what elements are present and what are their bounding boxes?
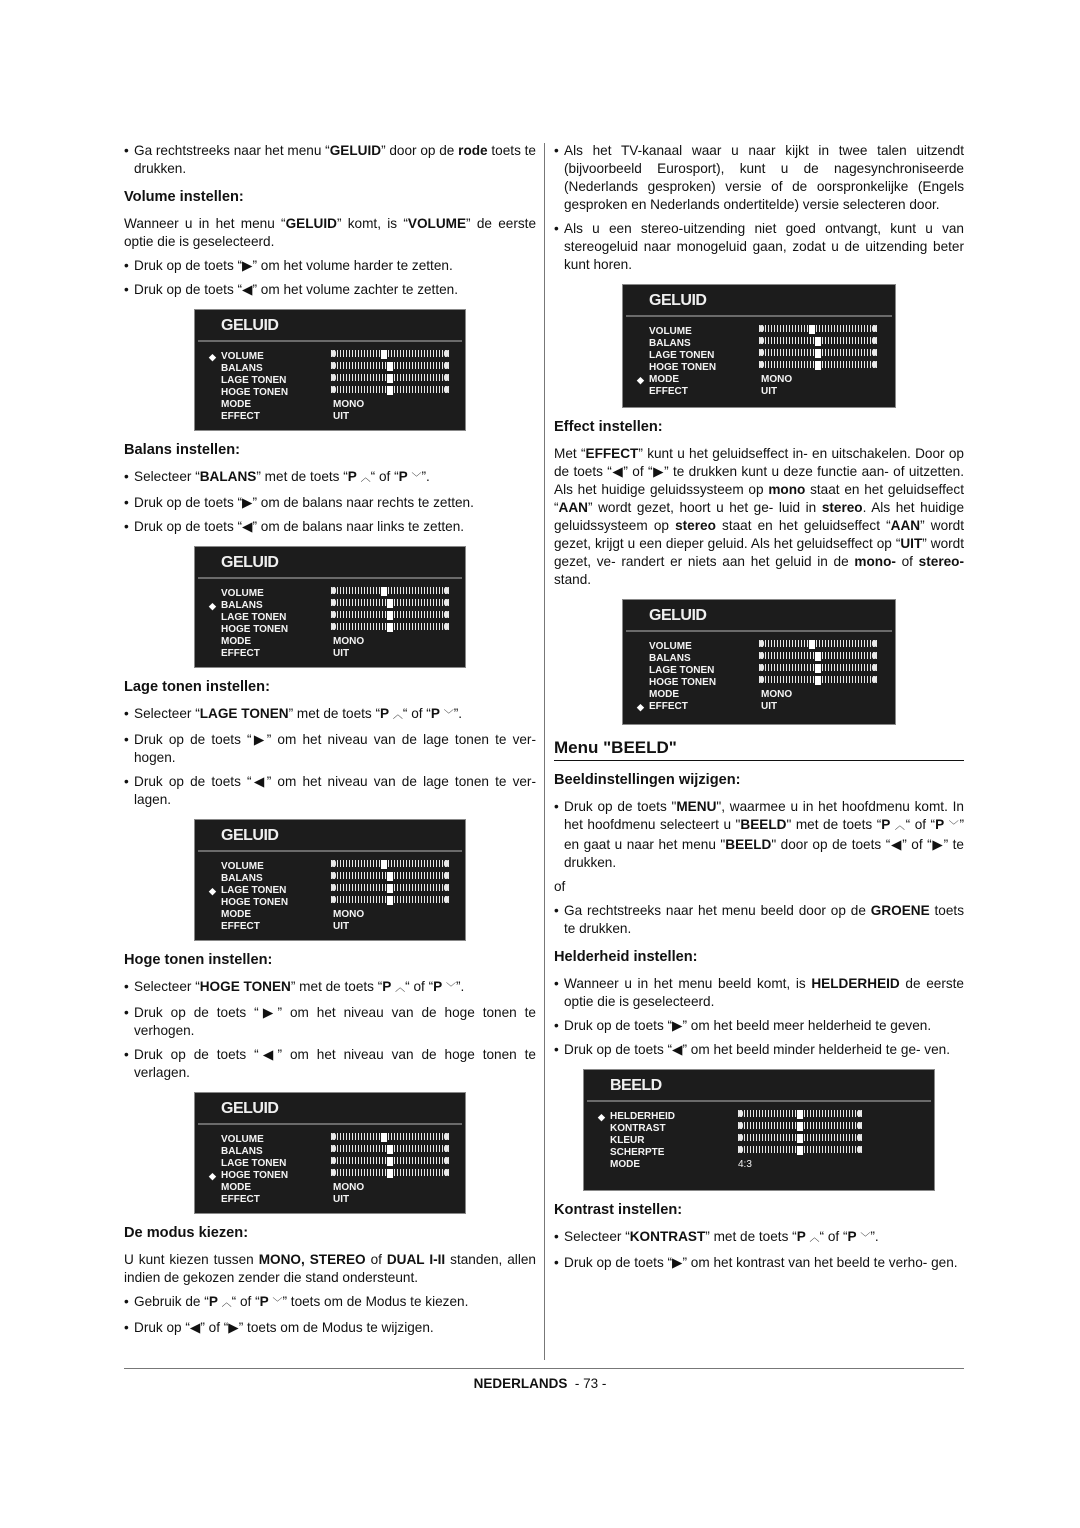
- slider-knob: [808, 639, 816, 650]
- osd-slider: [331, 623, 449, 630]
- slider-knob: [796, 1109, 804, 1120]
- osd-slider: [738, 1134, 862, 1141]
- osd-menu-label: BALANS: [221, 1146, 263, 1157]
- slider-right-arrow-icon: [444, 1169, 449, 1176]
- osd-menu-value: UIT: [761, 386, 778, 397]
- slider-left-arrow-icon: [759, 676, 764, 683]
- slider-right-arrow-icon: [444, 1145, 449, 1152]
- osd-menu-value: UIT: [333, 648, 350, 659]
- slider-knob: [386, 1156, 394, 1167]
- right-column: [554, 142, 964, 1278]
- osd-geluid-balans: [194, 546, 466, 668]
- slider-knob: [380, 586, 388, 597]
- osd-slider: [759, 337, 877, 344]
- balans-bullet-select: • Selecteer “BALANS” met de toets “P ︿“ of “P ﹀”.: [124, 468, 536, 488]
- osd-menu-label: KONTRAST: [610, 1123, 666, 1134]
- osd-slider: [759, 361, 877, 368]
- helderheid-bullet-up: • Druk op de toets “▶” om het beeld meer helderheid te geven.: [554, 1017, 964, 1035]
- osd-menu-label: LAGE TONEN: [221, 612, 287, 623]
- osd-menu-label: MODE: [649, 374, 679, 385]
- lage-bullet-select: • Selecteer “LAGE TONEN” met de toets “P ︿“ of “P ﹀”.: [124, 705, 536, 725]
- slider-knob: [814, 348, 822, 359]
- slider-knob: [814, 360, 822, 371]
- osd-slider: [759, 664, 877, 671]
- osd-slider: [331, 896, 449, 903]
- slider-knob: [814, 336, 822, 347]
- slider-knob: [380, 349, 388, 360]
- slider-left-arrow-icon: [331, 1133, 336, 1140]
- kontrast-heading: Kontrast instellen:: [554, 1202, 683, 1218]
- selection-marker-icon: ◆: [637, 702, 644, 712]
- osd-menu-label: HOGE TONEN: [221, 897, 289, 908]
- osd-menu-label: LAGE TONEN: [649, 350, 715, 361]
- slider-right-arrow-icon: [444, 362, 449, 369]
- slider-left-arrow-icon: [759, 337, 764, 344]
- slider-left-arrow-icon: [331, 362, 336, 369]
- slider-right-arrow-icon: [872, 325, 877, 332]
- osd-menu-label: VOLUME: [221, 351, 264, 362]
- slider-right-arrow-icon: [444, 623, 449, 630]
- slider-left-arrow-icon: [331, 1145, 336, 1152]
- beeld-of: of: [554, 879, 566, 894]
- osd-slider: [331, 884, 449, 891]
- slider-knob: [386, 871, 394, 882]
- osd-geluid-lage: [194, 819, 466, 941]
- osd-slider: [738, 1122, 862, 1129]
- slider-right-arrow-icon: [872, 337, 877, 344]
- osd-menu-value: UIT: [333, 921, 350, 932]
- osd-menu-label: HOGE TONEN: [221, 624, 289, 635]
- slider-left-arrow-icon: [331, 599, 336, 606]
- osd-beeld-helderheid-title: BEELD: [610, 1077, 662, 1094]
- slider-knob: [386, 622, 394, 633]
- osd-geluid-lage-title: GELUID: [221, 827, 279, 844]
- stereo-mono-bullet: • Als u een stereo-uitzending niet goed ontvangt, kunt u van stereogeluid naar monogeluid gaan, zodat u de uitzending beter kunt horen.: [554, 220, 964, 274]
- osd-menu-label: BALANS: [221, 600, 263, 611]
- slider-track: [331, 587, 449, 594]
- osd-menu-label: MODE: [649, 689, 679, 700]
- helderheid-bullet-down: • Druk op de toets “◀” om het beeld minder helderheid te ge- ven.: [554, 1041, 964, 1059]
- osd-menu-label: MODE: [221, 909, 251, 920]
- osd-menu-value: 4:3: [738, 1159, 752, 1170]
- footer-page-number: - 73 -: [574, 1376, 607, 1391]
- osd-menu-label: MODE: [221, 1182, 251, 1193]
- slider-left-arrow-icon: [331, 860, 336, 867]
- slider-knob: [796, 1121, 804, 1132]
- modus-heading: De modus kiezen:: [124, 1225, 249, 1241]
- osd-menu-label: LAGE TONEN: [649, 665, 715, 676]
- osd-slider: [331, 1133, 449, 1140]
- slider-left-arrow-icon: [759, 640, 764, 647]
- balans-heading: Balans instellen:: [124, 442, 240, 458]
- osd-slider: [331, 587, 449, 594]
- osd-menu-label: LAGE TONEN: [221, 375, 287, 386]
- osd-menu-label: HOGE TONEN: [649, 677, 717, 688]
- osd-geluid-effect-title: GELUID: [649, 607, 707, 624]
- slider-right-arrow-icon: [444, 611, 449, 618]
- slider-left-arrow-icon: [738, 1134, 743, 1141]
- slider-right-arrow-icon: [872, 676, 877, 683]
- slider-track: [331, 1133, 449, 1140]
- slider-left-arrow-icon: [759, 664, 764, 671]
- osd-slider: [331, 1169, 449, 1176]
- osd-slider: [738, 1110, 862, 1117]
- hoge-bullet-select: • Selecteer “HOGE TONEN” met de toets “P ︿“ of “P ﹀”.: [124, 978, 536, 998]
- selection-marker-icon: ◆: [209, 352, 216, 362]
- slider-left-arrow-icon: [331, 374, 336, 381]
- slider-left-arrow-icon: [331, 623, 336, 630]
- osd-slider: [759, 676, 877, 683]
- osd-menu-value: MONO: [333, 399, 365, 410]
- beeld-menu-heading: Menu "BEELD": [554, 739, 964, 761]
- osd-menu-label: MODE: [221, 636, 251, 647]
- osd-menu-label: LAGE TONEN: [221, 885, 287, 896]
- effect-heading: Effect instellen:: [554, 419, 663, 435]
- dual-language-bullet: • Als het TV-kanaal waar u naar kijkt in twee talen uitzendt (bijvoorbeeld Eurosport), kunt u de nagesynchroniseerde (Nederlands gesproken) versie of de oorspronkelijke (Engels gesproken en Nederlands ondertitelde) versie selecteren door.: [554, 142, 964, 214]
- slider-right-arrow-icon: [444, 860, 449, 867]
- osd-menu-label: VOLUME: [649, 641, 692, 652]
- hoge-bullet-down: • Druk op de toets “◀” om het niveau van de hoge tonen te verlagen.: [124, 1046, 536, 1082]
- slider-right-arrow-icon: [857, 1134, 862, 1141]
- helderheid-bullet-lead: • Wanneer u in het menu beeld komt, is HELDERHEID de eerste optie die is geselecteerd.: [554, 975, 964, 1011]
- slider-knob: [386, 373, 394, 384]
- osd-menu-label: VOLUME: [221, 588, 264, 599]
- slider-right-arrow-icon: [444, 599, 449, 606]
- osd-menu-label: VOLUME: [221, 1134, 264, 1145]
- slider-right-arrow-icon: [444, 587, 449, 594]
- beeld-bullet-green: • Ga rechtstreeks naar het menu beeld door op de GROENE toets te drukken.: [554, 902, 964, 938]
- osd-menu-label: HELDERHEID: [610, 1111, 676, 1122]
- slider-right-arrow-icon: [857, 1110, 862, 1117]
- slider-knob: [814, 663, 822, 674]
- slider-left-arrow-icon: [331, 896, 336, 903]
- slider-right-arrow-icon: [872, 349, 877, 356]
- selection-marker-icon: ◆: [209, 1171, 216, 1181]
- osd-menu-label: EFFECT: [649, 386, 688, 397]
- selection-marker-icon: ◆: [209, 601, 216, 611]
- slider-right-arrow-icon: [872, 361, 877, 368]
- osd-beeld-helderheid-title-band: [587, 1100, 931, 1102]
- osd-slider: [331, 1145, 449, 1152]
- slider-knob: [796, 1133, 804, 1144]
- osd-geluid-mode-title-band: [626, 315, 892, 317]
- osd-menu-value: MONO: [333, 909, 365, 920]
- slider-knob: [814, 675, 822, 686]
- left-column: [124, 142, 536, 1343]
- balans-bullet-right: • Druk op de toets “▶” om de balans naar rechts te zetten.: [124, 494, 536, 512]
- osd-slider: [759, 652, 877, 659]
- slider-left-arrow-icon: [759, 325, 764, 332]
- modus-lead: U kunt kiezen tussen MONO, STEREO of DUAL I-II standen, allen indien de gekozen zender die stand ondersteunt.: [124, 1252, 536, 1285]
- slider-right-arrow-icon: [444, 350, 449, 357]
- osd-slider: [738, 1146, 862, 1153]
- osd-geluid-hoge-title-band: [198, 1123, 462, 1125]
- slider-right-arrow-icon: [857, 1146, 862, 1153]
- osd-menu-value: MONO: [761, 374, 793, 385]
- osd-geluid-hoge: [194, 1092, 466, 1214]
- osd-geluid-volume-title: GELUID: [221, 317, 279, 334]
- selection-marker-icon: ◆: [637, 375, 644, 385]
- slider-right-arrow-icon: [444, 1157, 449, 1164]
- osd-menu-label: HOGE TONEN: [649, 362, 717, 373]
- slider-knob: [380, 1132, 388, 1143]
- page-footer: [0, 1376, 1080, 1391]
- volume-bullet-down: • Druk op de toets “◀” om het volume zachter te zetten.: [124, 281, 536, 299]
- slider-track: [759, 325, 877, 332]
- slider-knob: [386, 895, 394, 906]
- osd-menu-label: BALANS: [649, 653, 691, 664]
- slider-left-arrow-icon: [759, 652, 764, 659]
- osd-menu-value: UIT: [333, 411, 350, 422]
- slider-left-arrow-icon: [331, 872, 336, 879]
- slider-right-arrow-icon: [444, 896, 449, 903]
- hoge-bullet-up: • Druk op de toets “▶” om het niveau van de hoge tonen te verhogen.: [124, 1004, 536, 1040]
- osd-geluid-volume-title-band: [198, 340, 462, 342]
- slider-right-arrow-icon: [444, 386, 449, 393]
- volume-heading: Volume instellen:: [124, 189, 244, 205]
- slider-knob: [386, 1168, 394, 1179]
- volume-lead: Wanneer u in het menu “GELUID” komt, is “VOLUME” de eerste optie die is geselecteerd.: [124, 216, 537, 249]
- slider-left-arrow-icon: [759, 349, 764, 356]
- slider-right-arrow-icon: [872, 640, 877, 647]
- slider-knob: [386, 598, 394, 609]
- osd-menu-label: EFFECT: [649, 701, 688, 712]
- slider-knob: [386, 1144, 394, 1155]
- osd-menu-label: EFFECT: [221, 648, 260, 659]
- osd-menu-label: BALANS: [221, 363, 263, 374]
- osd-menu-value: UIT: [333, 1194, 350, 1205]
- slider-knob: [386, 385, 394, 396]
- osd-menu-value: UIT: [761, 701, 778, 712]
- slider-knob: [814, 651, 822, 662]
- slider-left-arrow-icon: [331, 1169, 336, 1176]
- osd-menu-label: LAGE TONEN: [221, 1158, 287, 1169]
- footer-language: NEDERLANDS: [473, 1376, 568, 1391]
- intro-bullet: • Ga rechtstreeks naar het menu “GELUID” door op de rode toets te drukken.: [124, 142, 536, 178]
- osd-beeld-helderheid: [583, 1069, 935, 1191]
- footer-rule: [124, 1368, 964, 1369]
- osd-slider: [331, 599, 449, 606]
- beeld-bullet-menu: • Druk op de toets "MENU", waarmee u in het hoofdmenu komt. In het hoofdmenu selecteert u "BEELD" met de toets “P ︿“ of “P ﹀” en gaat u naar het menu "BEELD" door op de toets “◀” of “▶” te drukken.: [554, 798, 964, 872]
- slider-left-arrow-icon: [331, 386, 336, 393]
- slider-left-arrow-icon: [331, 611, 336, 618]
- osd-slider: [331, 350, 449, 357]
- osd-geluid-mode-title: GELUID: [649, 292, 707, 309]
- selection-marker-icon: ◆: [209, 886, 216, 896]
- hoge-heading: Hoge tonen instellen:: [124, 952, 273, 968]
- lage-bullet-down: • Druk op de toets “◀” om het niveau van de lage tonen te ver- lagen.: [124, 773, 536, 809]
- osd-menu-label: MODE: [610, 1159, 640, 1170]
- lage-heading: Lage tonen instellen:: [124, 679, 270, 695]
- osd-geluid-mode: [622, 284, 896, 408]
- osd-menu-label: EFFECT: [221, 921, 260, 932]
- osd-menu-label: MODE: [221, 399, 251, 410]
- osd-menu-label: HOGE TONEN: [221, 387, 289, 398]
- effect-text: Met “EFFECT” kunt u het geluidseffect in- en uitschakelen. Door op de toets “◀” of “▶” te drukken kunt u deze functie aan- of uitzetten. Als het huidige geluidssysteem op mono staat en het geluidseffect “AAN” wordt gezet, hoort u het ge- luid in stereo. Als het huidige geluidssysteem op stereo staat en het geluidseffect “AAN” wordt gezet, krijgt u een dieper geluid. Als het geluidseffect op “UIT” wordt gezet, ve- randert er niets aan het geluid in de mono- of stereo-stand.: [554, 446, 965, 587]
- modus-bullet-change: • Druk op “◀” of “▶” toets om de Modus te wijzigen.: [124, 1319, 536, 1337]
- beeld-sub-heading: Beeldinstellingen wijzigen:: [554, 772, 741, 788]
- osd-geluid-balans-title-band: [198, 577, 462, 579]
- slider-track: [331, 860, 449, 867]
- osd-menu-label: EFFECT: [221, 1194, 260, 1205]
- osd-slider: [759, 349, 877, 356]
- osd-menu-label: VOLUME: [221, 861, 264, 872]
- balans-bullet-left: • Druk op de toets “◀” om de balans naar links te zetten.: [124, 518, 536, 536]
- osd-menu-label: HOGE TONEN: [221, 1170, 289, 1181]
- slider-left-arrow-icon: [759, 361, 764, 368]
- slider-left-arrow-icon: [738, 1146, 743, 1153]
- osd-geluid-lage-title-band: [198, 850, 462, 852]
- osd-slider: [331, 872, 449, 879]
- slider-left-arrow-icon: [738, 1110, 743, 1117]
- kontrast-bullet-select: • Selecteer “KONTRAST” met de toets “P ︿“ of “P ﹀”.: [554, 1228, 964, 1248]
- osd-slider: [759, 640, 877, 647]
- column-divider: [544, 143, 545, 1360]
- osd-slider: [331, 362, 449, 369]
- osd-slider: [759, 325, 877, 332]
- osd-slider: [331, 611, 449, 618]
- osd-menu-value: MONO: [333, 1182, 365, 1193]
- osd-geluid-effect-title-band: [626, 630, 892, 632]
- slider-right-arrow-icon: [444, 884, 449, 891]
- slider-knob: [808, 324, 816, 335]
- osd-menu-label: EFFECT: [221, 411, 260, 422]
- osd-menu-value: MONO: [761, 689, 793, 700]
- slider-right-arrow-icon: [857, 1122, 862, 1129]
- helderheid-heading: Helderheid instellen:: [554, 949, 698, 965]
- osd-slider: [331, 860, 449, 867]
- slider-knob: [386, 610, 394, 621]
- slider-right-arrow-icon: [444, 374, 449, 381]
- slider-right-arrow-icon: [444, 872, 449, 879]
- selection-marker-icon: ◆: [598, 1112, 605, 1122]
- slider-right-arrow-icon: [872, 652, 877, 659]
- osd-slider: [331, 1157, 449, 1164]
- osd-geluid-hoge-title: GELUID: [221, 1100, 279, 1117]
- slider-left-arrow-icon: [331, 1157, 336, 1164]
- osd-menu-value: MONO: [333, 636, 365, 647]
- slider-left-arrow-icon: [738, 1122, 743, 1129]
- volume-bullet-up: • Druk op de toets “▶” om het volume harder te zetten.: [124, 257, 536, 275]
- osd-geluid-effect: [622, 599, 896, 725]
- osd-menu-label: BALANS: [221, 873, 263, 884]
- osd-geluid-volume: [194, 309, 466, 431]
- osd-menu-label: SCHERPTE: [610, 1147, 665, 1158]
- slider-knob: [386, 361, 394, 372]
- slider-knob: [796, 1145, 804, 1156]
- slider-left-arrow-icon: [331, 350, 336, 357]
- osd-slider: [331, 386, 449, 393]
- slider-track: [759, 640, 877, 647]
- slider-knob: [380, 859, 388, 870]
- osd-menu-label: BALANS: [649, 338, 691, 349]
- slider-right-arrow-icon: [872, 664, 877, 671]
- lage-bullet-up: • Druk op de toets “▶” om het niveau van de lage tonen te ver- hogen.: [124, 731, 536, 767]
- osd-menu-label: KLEUR: [610, 1135, 645, 1146]
- slider-knob: [386, 883, 394, 894]
- osd-menu-label: VOLUME: [649, 326, 692, 337]
- kontrast-bullet-up: • Druk op de toets “▶” om het kontrast van het beeld te verho- gen.: [554, 1254, 964, 1272]
- slider-track: [331, 350, 449, 357]
- osd-geluid-balans-title: GELUID: [221, 554, 279, 571]
- slider-left-arrow-icon: [331, 587, 336, 594]
- modus-bullet-select: • Gebruik de “P ︿“ of “P ﹀” toets om de Modus te kiezen.: [124, 1293, 536, 1313]
- slider-right-arrow-icon: [444, 1133, 449, 1140]
- osd-slider: [331, 374, 449, 381]
- slider-left-arrow-icon: [331, 884, 336, 891]
